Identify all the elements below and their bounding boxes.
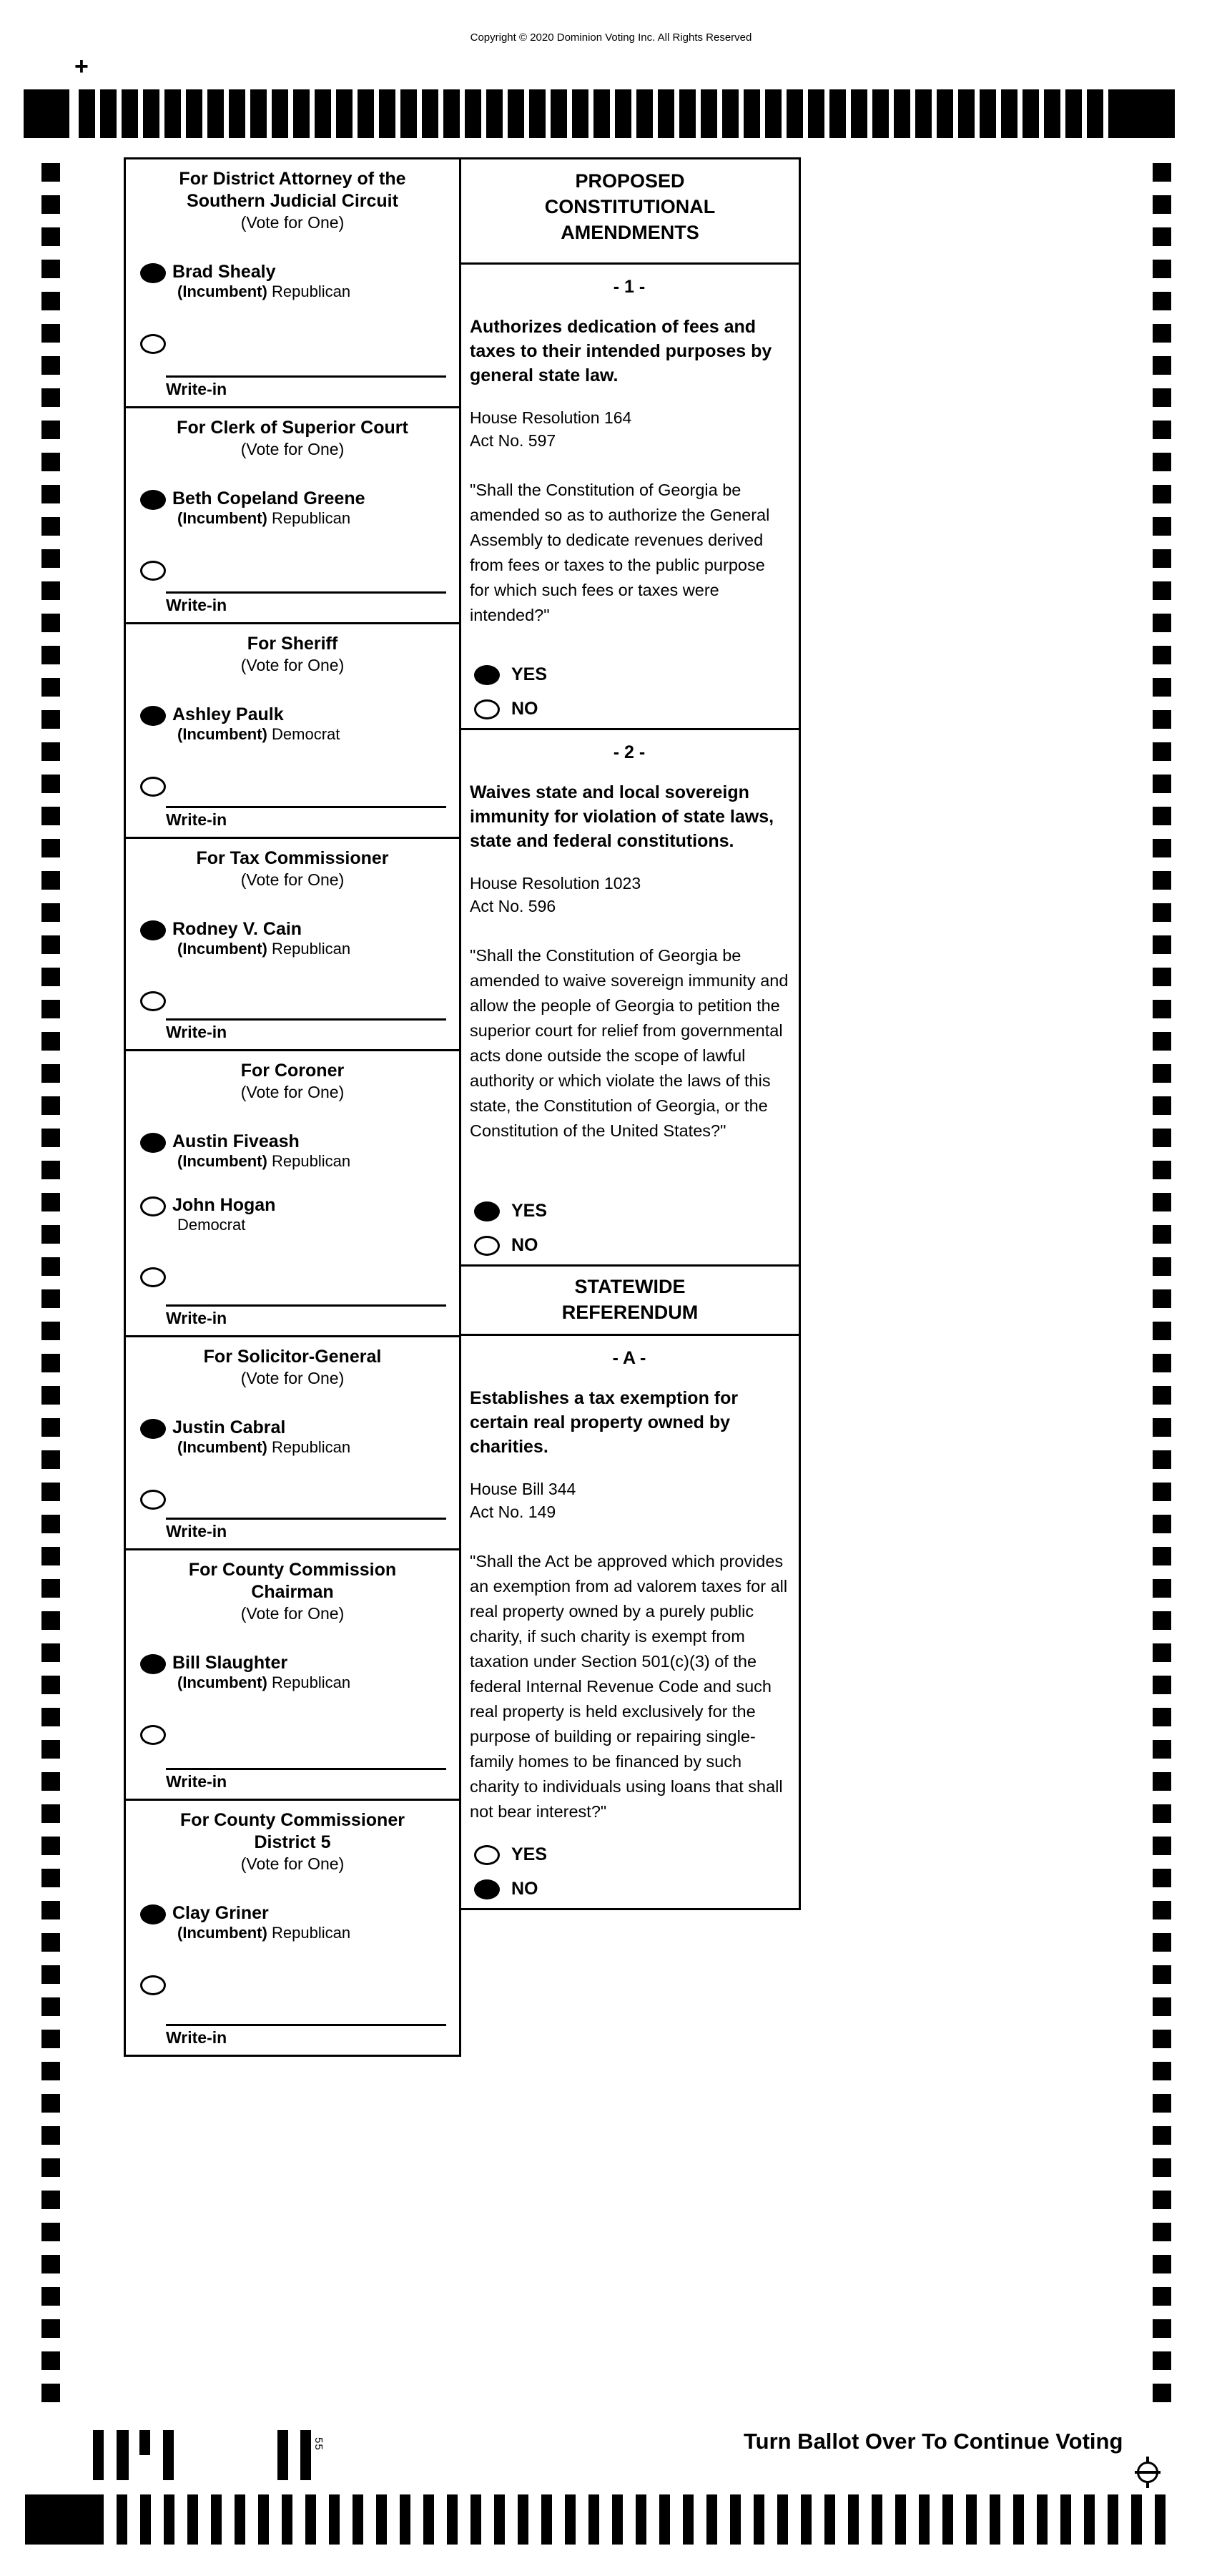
measure-reference-line: Act No. 149 xyxy=(470,1503,556,1521)
write-in-line[interactable] xyxy=(166,591,446,615)
vote-for-one-instruction: (Vote for One) xyxy=(240,656,345,674)
header-line: STATEWIDE xyxy=(574,1276,686,1297)
write-in-line[interactable] xyxy=(166,806,446,830)
stub-barcode-bar xyxy=(117,2430,129,2480)
measure-reference-line: House Resolution 164 xyxy=(470,408,632,427)
contest-coroner xyxy=(126,1051,459,1337)
yes-label: YES xyxy=(511,1844,548,1864)
measure-summary: Establishes a tax exemption for certain real property owned by charities. xyxy=(470,1388,739,1457)
candidate-name: John Hogan xyxy=(172,1195,276,1215)
write-in-label: Write-in xyxy=(166,2028,227,2047)
vote-for-one-instruction: (Vote for One) xyxy=(240,1083,345,1101)
write-in-bubble[interactable] xyxy=(140,1267,166,1287)
measure-number: - 1 - xyxy=(613,277,646,297)
measure-reference-line: House Bill 344 xyxy=(470,1480,576,1498)
candidate-party: (Incumbent) Republican xyxy=(177,1924,351,1942)
candidate-row xyxy=(126,919,459,958)
contest-tax-commissioner xyxy=(126,839,459,1051)
measure-summary: Waives state and local sovereign immunity for violation of state laws, state and federal constitutions. xyxy=(470,782,774,851)
registration-crosshair-mark xyxy=(1132,2457,1163,2488)
contest-title xyxy=(126,1559,459,1603)
candidate-bubble[interactable] xyxy=(140,1904,166,1924)
contest-title-line: For Solicitor-General xyxy=(203,1347,382,1367)
no-label: NO xyxy=(511,698,538,719)
stub-barcode-bar xyxy=(139,2430,150,2455)
candidate-party: (Incumbent) Republican xyxy=(177,940,351,958)
contest-title-line: For Coroner xyxy=(240,1061,345,1081)
yes-bubble[interactable] xyxy=(474,1845,500,1865)
contest-title xyxy=(126,847,459,870)
write-in-label: Write-in xyxy=(166,810,227,829)
write-in-row xyxy=(126,1488,459,1513)
candidate-bubble[interactable] xyxy=(140,490,166,510)
contest-clerk-superior-court xyxy=(126,408,459,624)
contest-column xyxy=(124,157,461,2057)
timing-band-top xyxy=(79,89,1110,138)
vote-for-one-instruction: (Vote for One) xyxy=(240,870,345,889)
contest-sheriff xyxy=(126,624,459,839)
write-in-label: Write-in xyxy=(166,1772,227,1791)
candidate-bubble[interactable] xyxy=(140,263,166,283)
write-in-line[interactable] xyxy=(166,1304,446,1328)
candidate-bubble[interactable] xyxy=(140,706,166,726)
referendum-header xyxy=(461,1267,799,1336)
measure-number: - A - xyxy=(612,1348,646,1368)
stub-barcode-bar xyxy=(300,2430,311,2480)
amendment-1 xyxy=(461,265,799,730)
candidate-name: Brad Shealy xyxy=(172,262,276,282)
contest-title-line: For County Commissioner xyxy=(180,1810,405,1830)
candidate-row xyxy=(126,1653,459,1692)
write-in-row xyxy=(126,1724,459,1749)
contest-solicitor-general xyxy=(126,1337,459,1550)
measure-reference-line: House Resolution 1023 xyxy=(470,874,641,893)
measure-question: "Shall the Act be approved which provides an exemption from ad valorem taxes for all real property owned by a purely public charity, if such charity is exempt from taxation under Section 501(c)(3) of the federal Internal Revenue Code and such real property is held exclusively for the purpose of building or repairing single-family homes to be financed by such charity to individuals using loans that shall not bear interest?" xyxy=(470,1552,788,1821)
header-line: PROPOSED xyxy=(575,170,685,192)
measure-reference-line: Act No. 596 xyxy=(470,897,556,915)
candidate-party: (Incumbent) Republican xyxy=(177,282,351,300)
turn-ballot-over-instruction: Turn Ballot Over To Continue Voting xyxy=(744,2429,1123,2454)
write-in-label: Write-in xyxy=(166,1023,227,1041)
measure-reference-line: Act No. 597 xyxy=(470,431,556,450)
write-in-bubble[interactable] xyxy=(140,334,166,354)
yes-bubble[interactable] xyxy=(474,1201,500,1221)
contest-county-commission-chairman xyxy=(126,1550,459,1801)
no-bubble[interactable] xyxy=(474,1236,500,1256)
vote-for-one-instruction: (Vote for One) xyxy=(240,1854,345,1873)
no-label: NO xyxy=(511,1234,538,1255)
amendments-header xyxy=(461,159,799,265)
write-in-row xyxy=(126,1266,459,1291)
contest-title-line: For District Attorney of the xyxy=(179,169,406,189)
yes-label: YES xyxy=(511,1200,548,1221)
contest-title xyxy=(126,1346,459,1368)
no-choice xyxy=(474,698,547,719)
measure-references xyxy=(470,1478,789,1523)
registration-plus-mark: + xyxy=(74,53,89,80)
candidate-row xyxy=(126,1903,459,1942)
measure-question: "Shall the Constitution of Georgia be amended so as to authorize the General Assembly to dedicate revenues derived from fees or taxes to the public purpose for which such fees or taxes were intended?" xyxy=(470,481,770,624)
timing-band-bottom xyxy=(117,2494,1176,2545)
stub-barcode-bar xyxy=(163,2430,174,2480)
stub-number: 55 xyxy=(312,2437,325,2451)
candidate-name: Beth Copeland Greene xyxy=(172,488,365,508)
amendment-2 xyxy=(461,730,799,1267)
yes-no-choices xyxy=(474,1187,547,1256)
header-line: CONSTITUTIONAL xyxy=(544,196,716,217)
no-choice xyxy=(474,1878,547,1899)
measure-references xyxy=(470,872,789,918)
contest-title xyxy=(126,1060,459,1082)
write-in-label: Write-in xyxy=(166,1522,227,1540)
contest-title xyxy=(126,1809,459,1854)
contest-title-line: For Sheriff xyxy=(247,634,338,654)
candidate-bubble[interactable] xyxy=(140,920,166,940)
candidate-bubble[interactable] xyxy=(140,1133,166,1153)
write-in-label: Write-in xyxy=(166,596,227,614)
write-in-line[interactable] xyxy=(166,1518,446,1541)
vote-for-one-instruction: (Vote for One) xyxy=(240,440,345,458)
candidate-row xyxy=(126,488,459,528)
candidate-party: (Incumbent) Republican xyxy=(177,1438,351,1456)
referendum-a xyxy=(461,1336,799,1908)
contest-title-line: District 5 xyxy=(254,1832,331,1852)
write-in-row xyxy=(126,333,459,358)
stub-barcode-bar xyxy=(277,2430,288,2480)
timing-block-bottom-left xyxy=(25,2494,104,2545)
copyright-line: Copyright © 2020 Dominion Voting Inc. All Rights Reserved xyxy=(470,31,752,44)
yes-label: YES xyxy=(511,664,548,684)
contest-title-line: Southern Judicial Circuit xyxy=(187,191,398,211)
write-in-row xyxy=(126,1974,459,1999)
timing-block-top-right xyxy=(1110,89,1175,138)
write-in-line[interactable] xyxy=(166,1018,446,1042)
contest-title-line: For County Commission xyxy=(188,1560,397,1580)
contest-title-line: For Clerk of Superior Court xyxy=(177,418,408,438)
write-in-row xyxy=(126,775,459,800)
contest-title-line: Chairman xyxy=(251,1582,334,1602)
write-in-line[interactable] xyxy=(166,1768,446,1791)
vote-for-one-instruction: (Vote for One) xyxy=(240,213,345,232)
contest-title xyxy=(126,168,459,212)
contest-title xyxy=(126,417,459,439)
candidate-bubble[interactable] xyxy=(140,1419,166,1439)
candidate-name: Bill Slaughter xyxy=(172,1653,288,1673)
write-in-line[interactable] xyxy=(166,375,446,399)
yes-choice xyxy=(474,1200,547,1221)
candidate-party: Democrat xyxy=(177,1216,246,1234)
candidate-bubble[interactable] xyxy=(140,1196,166,1216)
candidate-name: Ashley Paulk xyxy=(172,704,284,724)
write-in-label: Write-in xyxy=(166,1309,227,1327)
vote-for-one-instruction: (Vote for One) xyxy=(240,1604,345,1623)
candidate-row xyxy=(126,1131,459,1171)
yes-no-choices xyxy=(474,1831,547,1899)
yes-choice xyxy=(474,1844,547,1865)
candidate-row xyxy=(126,262,459,301)
yes-bubble[interactable] xyxy=(474,665,500,685)
candidate-party: (Incumbent) Republican xyxy=(177,509,351,527)
write-in-bubble[interactable] xyxy=(140,1490,166,1510)
candidate-row xyxy=(126,704,459,744)
measure-summary: Authorizes dedication of fees and taxes to their intended purposes by general state law. xyxy=(470,317,772,385)
contest-title xyxy=(126,633,459,655)
candidate-row xyxy=(126,1417,459,1457)
write-in-bubble[interactable] xyxy=(140,561,166,581)
write-in-line[interactable] xyxy=(166,2024,446,2047)
measure-number: - 2 - xyxy=(613,742,646,762)
candidate-bubble[interactable] xyxy=(140,1654,166,1674)
timing-marks-left-column xyxy=(41,163,60,2402)
measure-question: "Shall the Constitution of Georgia be amended to waive sovereign immunity and allow the people of Georgia to petition the superior court for relief from governmental acts done outside the scope of lawful authority or which violate the laws of this state, the Constitution of Georgia, or the Constitution of the United States?" xyxy=(470,946,789,1140)
write-in-row xyxy=(126,559,459,584)
write-in-bubble[interactable] xyxy=(140,777,166,797)
candidate-party: (Incumbent) Republican xyxy=(177,1673,351,1691)
write-in-bubble[interactable] xyxy=(140,991,166,1011)
write-in-label: Write-in xyxy=(166,380,227,398)
contest-title-line: For Tax Commissioner xyxy=(196,848,389,868)
candidate-name: Clay Griner xyxy=(172,1903,269,1923)
header-line: AMENDMENTS xyxy=(561,222,699,243)
timing-marks-right-column xyxy=(1153,163,1171,2402)
no-bubble[interactable] xyxy=(474,1879,500,1899)
yes-no-choices xyxy=(474,651,547,719)
candidate-name: Rodney V. Cain xyxy=(172,919,302,939)
vote-for-one-instruction: (Vote for One) xyxy=(240,1369,345,1387)
header-line: REFERENDUM xyxy=(561,1302,699,1323)
write-in-bubble[interactable] xyxy=(140,1975,166,1995)
stub-barcode-bar xyxy=(93,2430,104,2480)
measure-references xyxy=(470,406,789,452)
candidate-name: Austin Fiveash xyxy=(172,1131,300,1151)
candidate-party: (Incumbent) Democrat xyxy=(177,725,340,743)
no-bubble[interactable] xyxy=(474,699,500,719)
contest-district-attorney xyxy=(126,159,459,408)
contest-county-commissioner-district-5 xyxy=(126,1801,459,2055)
yes-choice xyxy=(474,664,547,685)
candidate-row xyxy=(126,1195,459,1234)
timing-block-top-left xyxy=(24,89,69,138)
candidate-party: (Incumbent) Republican xyxy=(177,1152,351,1170)
measures-column xyxy=(461,157,801,1910)
no-label: NO xyxy=(511,1878,538,1899)
write-in-bubble[interactable] xyxy=(140,1725,166,1745)
candidate-name: Justin Cabral xyxy=(172,1417,286,1437)
no-choice xyxy=(474,1234,547,1256)
write-in-row xyxy=(126,990,459,1015)
